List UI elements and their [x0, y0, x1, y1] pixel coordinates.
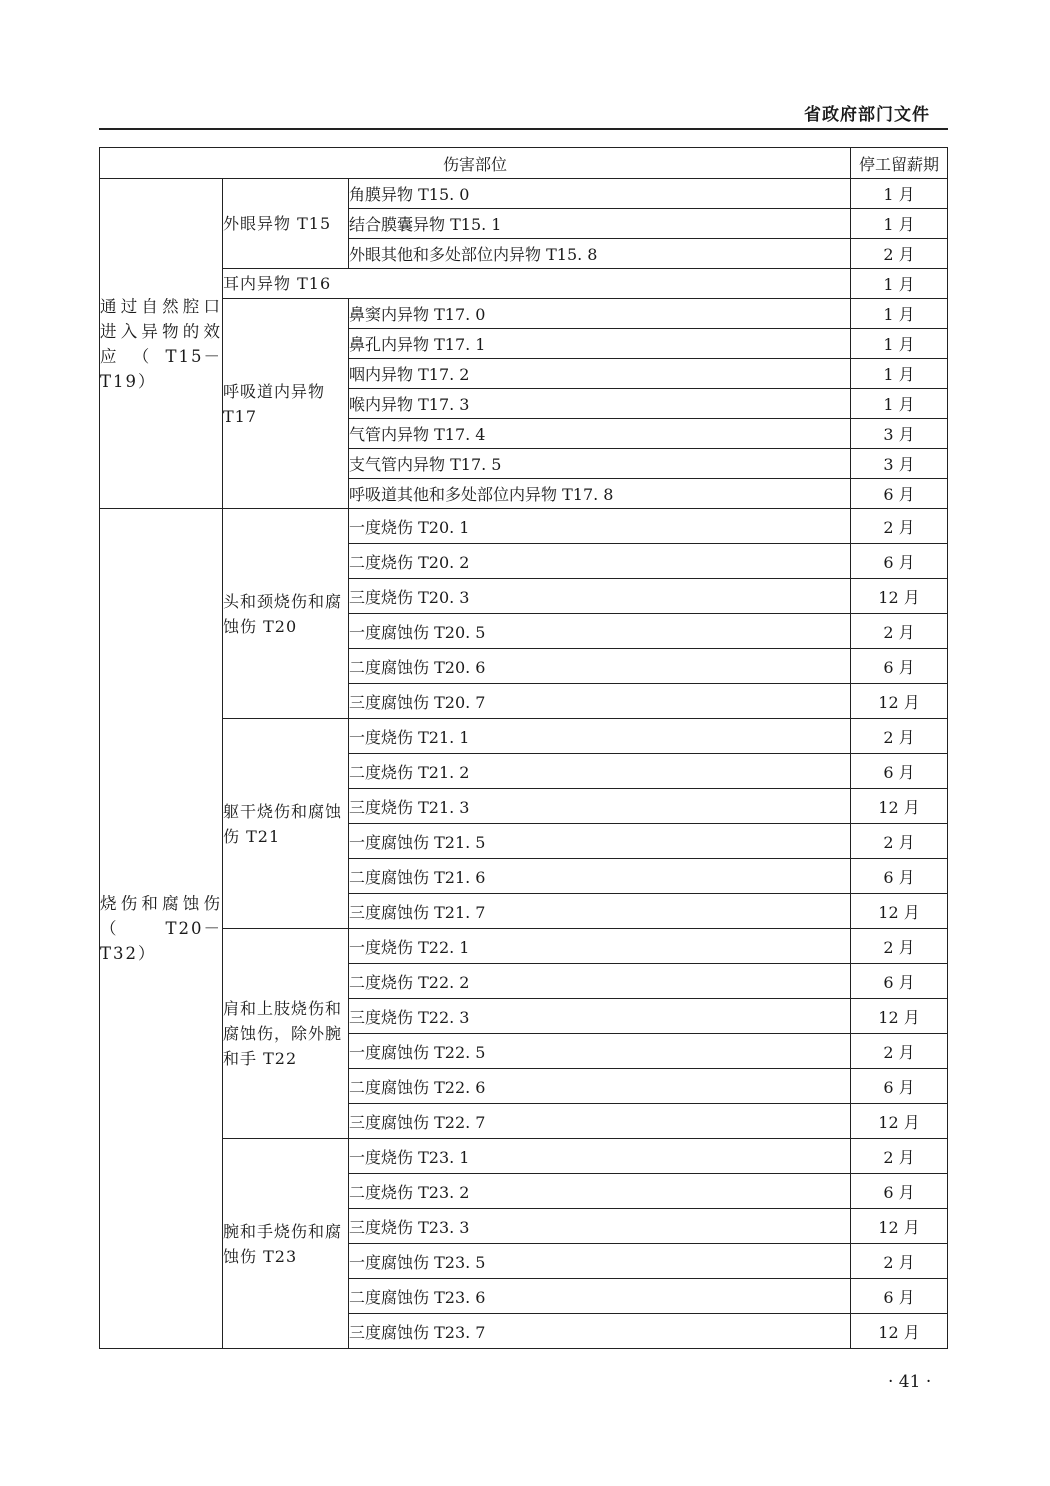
document-header-title: 省政府部门文件 — [804, 105, 930, 125]
period-value: 1 月 — [851, 299, 948, 329]
period-value: 12 月 — [851, 1209, 948, 1244]
section-group-label: 烧伤和腐蚀伤（T20－T32） — [100, 509, 223, 1349]
item-label: 二度腐蚀伤 T23. 6 — [349, 1279, 851, 1314]
period-value: 2 月 — [851, 929, 948, 964]
period-value: 2 月 — [851, 1244, 948, 1279]
item-label: 二度烧伤 T22. 2 — [349, 964, 851, 999]
item-label: 三度腐蚀伤 T22. 7 — [349, 1104, 851, 1139]
item-label: 一度腐蚀伤 T20. 5 — [349, 614, 851, 649]
item-label: 三度烧伤 T21. 3 — [349, 789, 851, 824]
section-group-label: 通过自然腔口进入异物的效应（T15－T19） — [100, 179, 223, 509]
item-label: 喉内异物 T17. 3 — [349, 389, 851, 419]
item-label: 三度烧伤 T23. 3 — [349, 1209, 851, 1244]
column-header-part: 伤害部位 — [100, 148, 851, 179]
period-value: 1 月 — [851, 389, 948, 419]
period-value: 12 月 — [851, 1104, 948, 1139]
period-value: 1 月 — [851, 329, 948, 359]
period-value: 12 月 — [851, 579, 948, 614]
period-value: 6 月 — [851, 649, 948, 684]
item-label: 咽内异物 T17. 2 — [349, 359, 851, 389]
item-label: 结合膜囊异物 T15. 1 — [349, 209, 851, 239]
table-row — [100, 299, 948, 329]
item-label: 气管内异物 T17. 4 — [349, 419, 851, 449]
period-value: 1 月 — [851, 359, 948, 389]
period-value: 12 月 — [851, 999, 948, 1034]
period-value: 6 月 — [851, 1069, 948, 1104]
table-row — [100, 179, 948, 209]
item-label: 二度烧伤 T20. 2 — [349, 544, 851, 579]
period-value: 3 月 — [851, 419, 948, 449]
period-value: 2 月 — [851, 719, 948, 754]
item-label: 外眼其他和多处部位内异物 T15. 8 — [349, 239, 851, 269]
item-label: 鼻孔内异物 T17. 1 — [349, 329, 851, 359]
item-label: 三度腐蚀伤 T21. 7 — [349, 894, 851, 929]
period-value: 6 月 — [851, 479, 948, 509]
column-header-period: 停工留薪期 — [851, 148, 948, 179]
subgroup-label: 躯干烧伤和腐蚀伤 T21 — [223, 719, 349, 929]
item-label: 呼吸道其他和多处部位内异物 T17. 8 — [349, 479, 851, 509]
period-value: 2 月 — [851, 1139, 948, 1174]
period-value: 6 月 — [851, 544, 948, 579]
item-label: 三度腐蚀伤 T20. 7 — [349, 684, 851, 719]
period-value: 6 月 — [851, 964, 948, 999]
period-value: 6 月 — [851, 754, 948, 789]
subgroup-label: 呼吸道内异物 T17 — [223, 299, 349, 509]
item-label: 一度腐蚀伤 T23. 5 — [349, 1244, 851, 1279]
item-label: 三度烧伤 T20. 3 — [349, 579, 851, 614]
item-label: 一度烧伤 T20. 1 — [349, 509, 851, 544]
table-row — [100, 509, 948, 544]
item-label: 一度腐蚀伤 T22. 5 — [349, 1034, 851, 1069]
period-value: 12 月 — [851, 894, 948, 929]
period-value: 2 月 — [851, 509, 948, 544]
period-value: 2 月 — [851, 824, 948, 859]
subgroup-label: 腕和手烧伤和腐蚀伤 T23 — [223, 1139, 349, 1349]
subgroup-label: 外眼异物 T15 — [223, 179, 349, 269]
period-value: 6 月 — [851, 859, 948, 894]
item-label: 一度烧伤 T22. 1 — [349, 929, 851, 964]
period-value: 12 月 — [851, 1314, 948, 1349]
injury-period-table — [99, 147, 948, 1349]
item-label: 二度腐蚀伤 T20. 6 — [349, 649, 851, 684]
item-label: 一度烧伤 T21. 1 — [349, 719, 851, 754]
period-value: 1 月 — [851, 179, 948, 209]
subgroup-label: 耳内异物 T16 — [223, 269, 851, 299]
table-row — [100, 269, 948, 299]
period-value: 3 月 — [851, 449, 948, 479]
period-value: 2 月 — [851, 239, 948, 269]
item-label: 三度腐蚀伤 T23. 7 — [349, 1314, 851, 1349]
subgroup-label: 头和颈烧伤和腐蚀伤 T20 — [223, 509, 349, 719]
period-value: 12 月 — [851, 789, 948, 824]
table-row — [100, 929, 948, 964]
item-label: 支气管内异物 T17. 5 — [349, 449, 851, 479]
period-value: 2 月 — [851, 1034, 948, 1069]
item-label: 二度腐蚀伤 T22. 6 — [349, 1069, 851, 1104]
item-label: 一度烧伤 T23. 1 — [349, 1139, 851, 1174]
item-label: 二度烧伤 T23. 2 — [349, 1174, 851, 1209]
item-label: 角膜异物 T15. 0 — [349, 179, 851, 209]
item-label: 二度腐蚀伤 T21. 6 — [349, 859, 851, 894]
period-value: 12 月 — [851, 684, 948, 719]
period-value: 1 月 — [851, 209, 948, 239]
period-value: 1 月 — [851, 269, 948, 299]
item-label: 一度腐蚀伤 T21. 5 — [349, 824, 851, 859]
subgroup-label: 肩和上肢烧伤和腐蚀伤，除外腕和手 T22 — [223, 929, 349, 1139]
page-number: · 41 · — [888, 1372, 932, 1392]
item-label: 三度烧伤 T22. 3 — [349, 999, 851, 1034]
table-row — [100, 1139, 948, 1174]
period-value: 6 月 — [851, 1279, 948, 1314]
period-value: 2 月 — [851, 614, 948, 649]
table-row — [100, 719, 948, 754]
period-value: 6 月 — [851, 1174, 948, 1209]
header-rule — [99, 128, 948, 130]
item-label: 二度烧伤 T21. 2 — [349, 754, 851, 789]
item-label: 鼻窦内异物 T17. 0 — [349, 299, 851, 329]
